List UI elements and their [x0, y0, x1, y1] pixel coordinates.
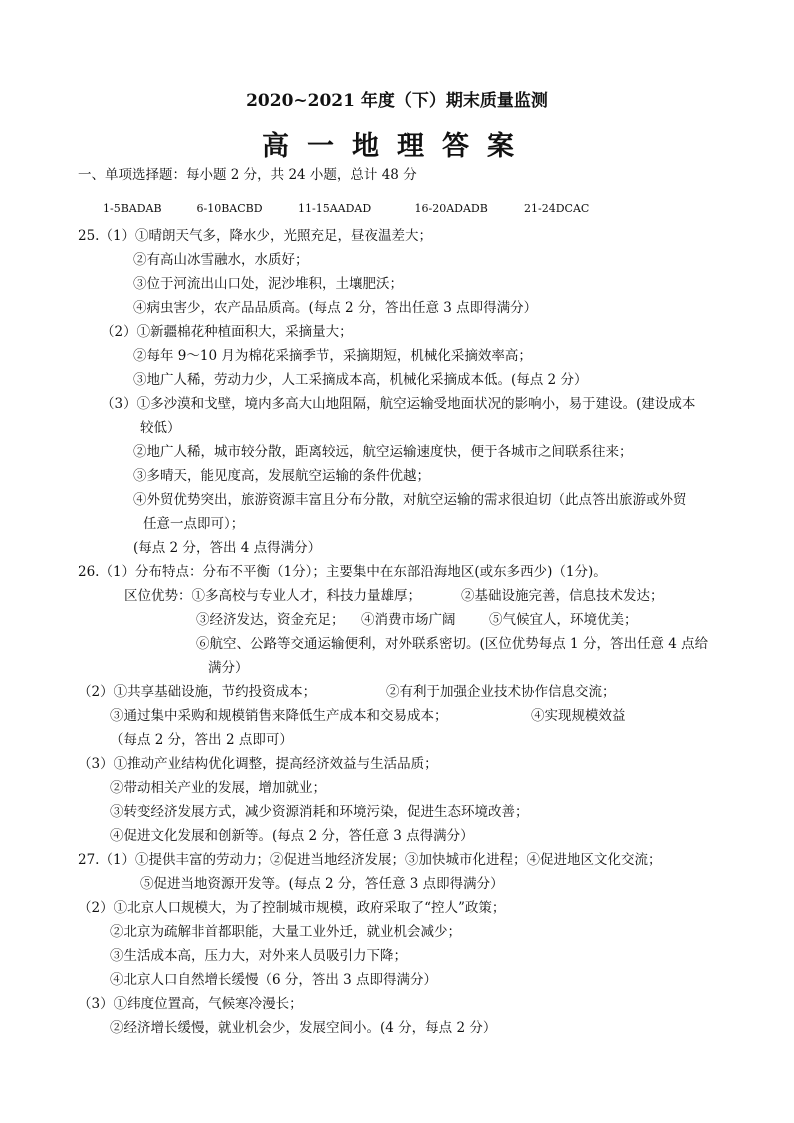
- answer-line: ②经济增长缓慢，就业机会少，发展空间小。(4 分，每点 2 分）: [110, 1020, 497, 1036]
- answer-line: ②地广人稀，城市较分散，距离较远，航空运输速度快，便于各城市之间联系往来；: [133, 444, 633, 460]
- answer-group: 11-15AADAD: [298, 202, 372, 215]
- answer-line: ②每年 9～10 月为棉花采摘季节，采摘期短，机械化采摘效率高；: [133, 348, 532, 364]
- answer-line: 27.（1）①提供丰富的劳动力；②促进当地经济发展；③加快城市化进程；④促进地区文化交流；: [78, 852, 662, 868]
- answer-line: ③地广人稀，劳动力少，人工采摘成本高，机械化采摘成本低。(每点 2 分）: [133, 372, 588, 388]
- answer-line: ⑥航空、公路等交通运输便利，对外联系密切。(区位优势每点 1 分，答出任意 4 点给: [196, 636, 709, 652]
- answer-line: ④消费市场广阔: [361, 612, 456, 628]
- answer-group: 1-5BADAB: [103, 202, 162, 215]
- answer-title: 高一地理答案: [262, 131, 532, 162]
- answer-line: ③位于河流出山口处，泥沙堆积，土壤肥沃；: [133, 276, 403, 292]
- answer-line: 较低）: [140, 420, 181, 436]
- answer-line: ③转变经济发展方式，减少资源消耗和环境污染，促进生态环境改善；: [110, 804, 529, 820]
- answer-line: （每点 2 分，答出 2 点即可）: [110, 732, 293, 748]
- answer-line: 区位优势：①多高校与专业人才，科技力量雄厚；: [124, 588, 421, 604]
- answer-line: （3）①推动产业结构优化调整，提高经济效益与生活品质；: [78, 756, 438, 772]
- answer-line: ⑤气候宜人，环境优美；: [489, 612, 638, 628]
- answer-line: （2）①共享基础设施，节约投资成本；: [78, 684, 317, 700]
- answer-line: ④外贸优势突出，旅游资源丰富且分布分散，对航空运输的需求很迫切（此点答出旅游或外贸: [133, 492, 687, 508]
- answer-line: ②有高山冰雪融水，水质好；: [133, 252, 309, 268]
- answer-line: ②有利于加强企业技术协作信息交流；: [386, 684, 616, 700]
- answer-line: ③生活成本高，压力大，对外来人员吸引力下降；: [110, 948, 407, 964]
- answer-line: 26.（1）分布特点：分布不平衡（1分）；主要集中在东部沿海地区(或东多西少)（1分)。: [78, 564, 607, 580]
- answer-line: （2）①北京人口规模大，为了控制城市规模，政府采取了“控人”政策；: [78, 900, 506, 916]
- answer-line: （3）①纬度位置高，气候寒冷漫长；: [78, 996, 303, 1012]
- answer-group: 21-24DCAC: [524, 202, 590, 215]
- answer-line: (每点 2 分，答出 4 点得满分）: [133, 540, 322, 556]
- answer-line: 任意一点即可）；: [143, 516, 245, 532]
- answer-line: ②基础设施完善，信息技术发达；: [461, 588, 664, 604]
- answer-line: ③经济发达，资金充足；: [196, 612, 345, 628]
- answer-group: 16-20ADADB: [414, 202, 488, 215]
- answer-line: ②北京为疏解非首都职能，大量工业外迁，就业机会减少；: [110, 924, 461, 940]
- answer-line: （3）①多沙漠和戈壁，境内多高大山地阻隔，航空运输受地面状况的影响小，易于建设。(建设成本: [101, 396, 696, 412]
- answer-line: ③通过集中采购和规模销售来降低生产成本和交易成本；: [110, 708, 448, 724]
- answer-line: ④北京人口自然增长缓慢（6 分，答出 3 点即得满分）: [110, 972, 438, 988]
- answer-line: （2）①新疆棉花种植面积大，采摘量大；: [101, 324, 353, 340]
- answer-line: ④促进文化发展和创新等。(每点 2 分，答任意 3 点得满分）: [110, 828, 474, 844]
- answer-group: 6-10BACBD: [196, 202, 263, 215]
- answer-line: ⑤促进当地资源开发等。(每点 2 分，答任意 3 点即得满分）: [140, 876, 504, 892]
- exam-title: 2020~2021 年度（下）期末质量监测: [246, 91, 548, 111]
- answer-line: ④病虫害少，农产品品质高。(每点 2 分，答出任意 3 点即得满分）: [133, 300, 538, 316]
- answer-line: ②带动相关产业的发展，增加就业；: [110, 780, 326, 796]
- choice-answers: [103, 200, 589, 218]
- answer-line: 满分）: [208, 660, 249, 676]
- answer-line: ③多晴天，能见度高，发展航空运输的条件优越；: [133, 468, 430, 484]
- answer-line: ④实现规模效益: [531, 708, 626, 724]
- answer-line: 25.（1）①晴朗天气多，降水少，光照充足，昼夜温差大；: [78, 228, 433, 244]
- section1-heading: 一、单项选择题：每小题 2 分，共 24 小题，总计 48 分: [78, 167, 417, 183]
